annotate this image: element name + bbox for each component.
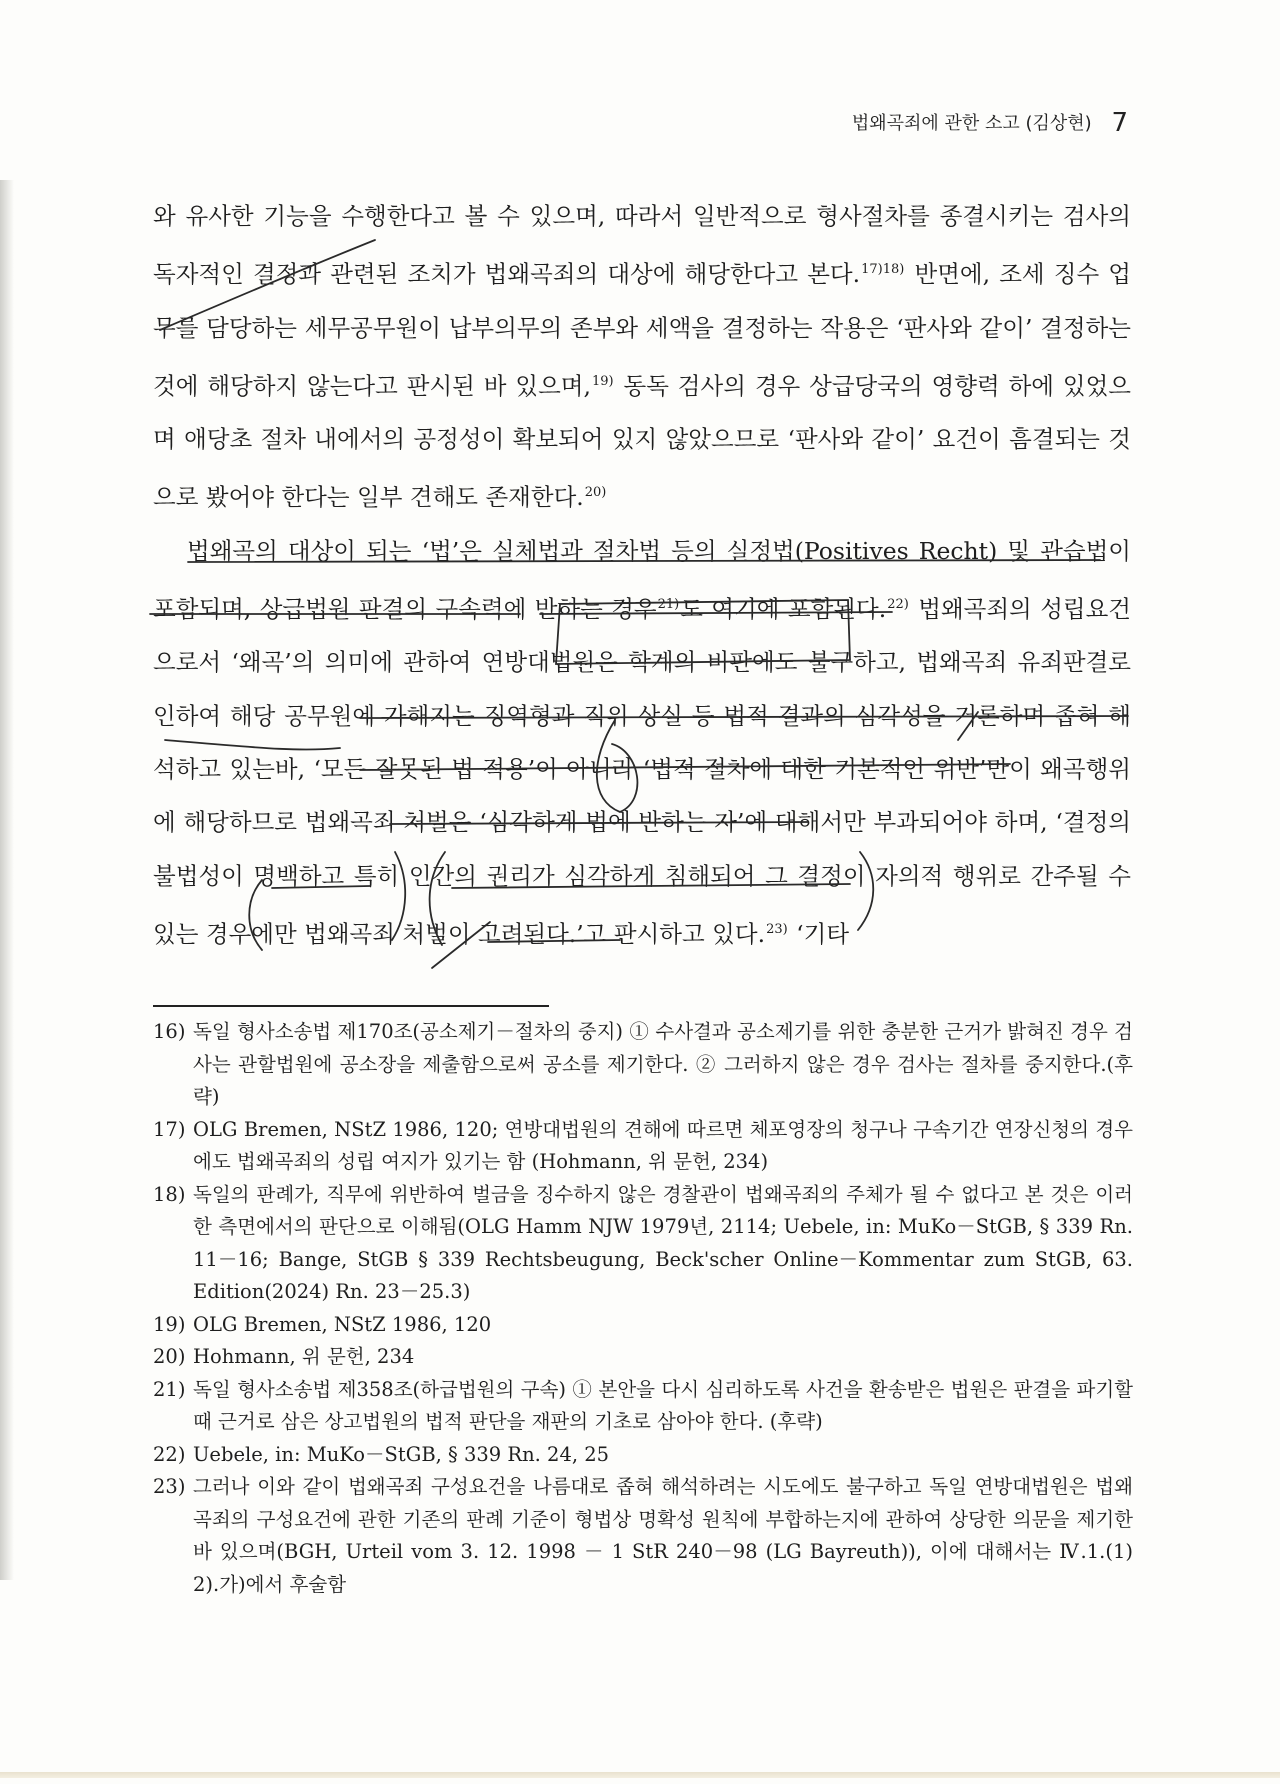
footnote-number: 18) bbox=[153, 1182, 186, 1206]
footnote-text: 독일의 판례가, 직무에 위반하여 벌금을 징수하지 않은 경찰관이 법왜곡죄의 주체가 될 수 없다고 본 것은 이러한 측면에서의 판단으로 이해됨(OLG Hamm NJW 1979년, 2114; Uebele, in: MuKo－StGB, § 339 Rn. 11－16; Bange, StGB § 339 Rechtsbeugung, Beck'scher Online－Kommentar zum StGB, 63. Edition(2024) Rn. 23－25.3) bbox=[193, 1182, 1133, 1303]
footnote-ref-19: 19) bbox=[591, 373, 614, 389]
footnote-ref-22: 22) bbox=[887, 597, 909, 613]
footnote-19 bbox=[153, 1309, 1133, 1342]
footnote-text: Hohmann, 위 문헌, 234 bbox=[193, 1345, 415, 1368]
paragraph-1-text-c: 동독 검사의 경우 상급당국의 영향력 하에 있었으며 애당초 절차 내에서의 공정성이 확보되어 있지 않았으므로 ‘판사와 같이’ 요건이 흠결되는 것으로 봤어야 한다는 일부 견해도 존재한다. bbox=[153, 371, 1131, 512]
footnote-number: 16) bbox=[153, 1020, 186, 1043]
paragraph-2-text-a: 법왜곡의 대상이 되는 ‘법’은 실체법과 절차법 등의 실정법(Positives Recht) 및 관습법이 포함되며, 상급법원 판결의 구속력에 반하는 경우 bbox=[153, 536, 1131, 624]
paragraph-2-text-b: 도 여기에 포함된다. bbox=[680, 595, 887, 624]
footnote-number: 20) bbox=[153, 1345, 186, 1368]
running-header bbox=[0, 108, 1128, 138]
page-number: 7 bbox=[1111, 108, 1128, 138]
footnote-18 bbox=[153, 1179, 1133, 1309]
paragraph-2-text-c: 법왜곡죄의 성립요건으로서 ‘왜곡’의 의미에 관하여 연방대법원은 학계의 비판에도 불구하고, 법왜곡죄 유죄판결로 인하여 해당 공무원에 가해지는 징역형과 직위 상실 등 법적 결과의 심각성을 거론하며 좁혀 해석하고 있는바, ‘모든 잘못된 법 적용’이 아니라 ‘법적 절차에 대한 기본적인 위반’만이 왜곡행위에 해당하므로 법왜곡죄 처벌은 ‘심각하게 법에 반하는 자’에 대해서만 부과되어야 하며, ‘결정의 불법성이 명백하고 특히 인간의 권리가 심각하게 침해되어 그 결정이 자의적 행위로 간주될 수 있는 경우에만 법왜곡죄 처벌이 고려된다.’고 판시하고 있다. bbox=[153, 595, 1131, 948]
scan-bottom-edge bbox=[0, 1772, 1280, 1778]
paragraph-1-text-b: 반면에, 조세 징수 업무를 담당하는 세무공무원이 납부의무의 존부와 세액을 결정하는 작용은 ‘판사와 같이’ 결정하는 것에 해당하지 않는다고 판시된 바 있으며, bbox=[153, 260, 1131, 400]
paragraph-2-text-d: ‘기타 bbox=[788, 919, 850, 948]
footnote-number: 17) bbox=[153, 1117, 186, 1141]
footnote-22 bbox=[153, 1439, 1133, 1472]
page-edge-shadow bbox=[0, 180, 14, 1580]
footnotes bbox=[153, 1016, 1133, 1601]
footnote-text: 독일 형사소송법 제170조(공소제기－절차의 중지) ① 수사결과 공소제기를 위한 충분한 근거가 밝혀진 경우 검사는 관할법원에 공소장을 제출함으로써 공소를 제기한다. ② 그러하지 않은 경우 검사는 절차를 중지한다.(후략) bbox=[193, 1020, 1133, 1108]
footnote-20 bbox=[153, 1341, 1133, 1374]
footnote-21 bbox=[153, 1374, 1133, 1439]
footnote-number: 19) bbox=[153, 1312, 186, 1336]
footnote-ref-17-18: 17)18) bbox=[861, 262, 905, 278]
paragraph-1-text-a: 와 유사한 기능을 수행한다고 볼 수 있으며, 따라서 일반적으로 형사절차를 종결시키는 검사의 독자적인 결정과 관련된 조치가 법왜곡죄의 대상에 해당한다고 본다. bbox=[153, 202, 1131, 289]
footnote-text: OLG Bremen, NStZ 1986, 120; 연방대법원의 견해에 따르면 체포영장의 청구나 구속기간 연장신청의 경우에도 법왜곡죄의 성립 여지가 있기는 함 (Hohmann, 위 문헌, 234) bbox=[193, 1117, 1133, 1173]
footnote-text: 그러나 이와 같이 법왜곡죄 구성요건을 나름대로 좁혀 해석하려는 시도에도 불구하고 독일 연방대법원은 법왜곡죄의 구성요건에 관한 기존의 판례 기준이 형법상 명확성 원칙에 부합하는지에 관하여 상당한 의문을 제기한 바 있으며(BGH, Urteil vom 3. 12. 1998 － 1 StR 240－98 (LG Bayreuth)), 이에 대해서는 Ⅳ.1.(1) 2).가)에서 후술함 bbox=[193, 1475, 1133, 1596]
footnote-number: 21) bbox=[153, 1377, 186, 1401]
body-text bbox=[153, 190, 1131, 961]
footnote-text: Uebele, in: MuKo－StGB, § 339 Rn. 24, 25 bbox=[193, 1442, 610, 1466]
footnote-number: 22) bbox=[153, 1442, 186, 1466]
paragraph-1 bbox=[153, 190, 1131, 525]
footnote-ref-23: 23) bbox=[766, 921, 788, 937]
paragraph-2 bbox=[153, 525, 1131, 961]
footnote-ref-21: 21) bbox=[657, 597, 680, 613]
footnote-17 bbox=[153, 1114, 1133, 1179]
running-title: 법왜곡죄에 관한 소고 (김상현) bbox=[851, 113, 1092, 134]
footnote-separator bbox=[153, 1005, 549, 1007]
footnote-ref-20: 20) bbox=[584, 485, 607, 501]
footnote-text: 독일 형사소송법 제358조(하급법원의 구속) ① 본안을 다시 심리하도록 사건을 환송받은 법원은 판결을 파기할 때 근거로 삼은 상고법원의 법적 판단을 재판의 기초로 삼아야 한다. (후략) bbox=[193, 1377, 1133, 1433]
footnote-text: OLG Bremen, NStZ 1986, 120 bbox=[193, 1312, 492, 1336]
footnote-16 bbox=[153, 1016, 1133, 1114]
footnote-23 bbox=[153, 1471, 1133, 1601]
footnote-number: 23) bbox=[153, 1475, 186, 1498]
